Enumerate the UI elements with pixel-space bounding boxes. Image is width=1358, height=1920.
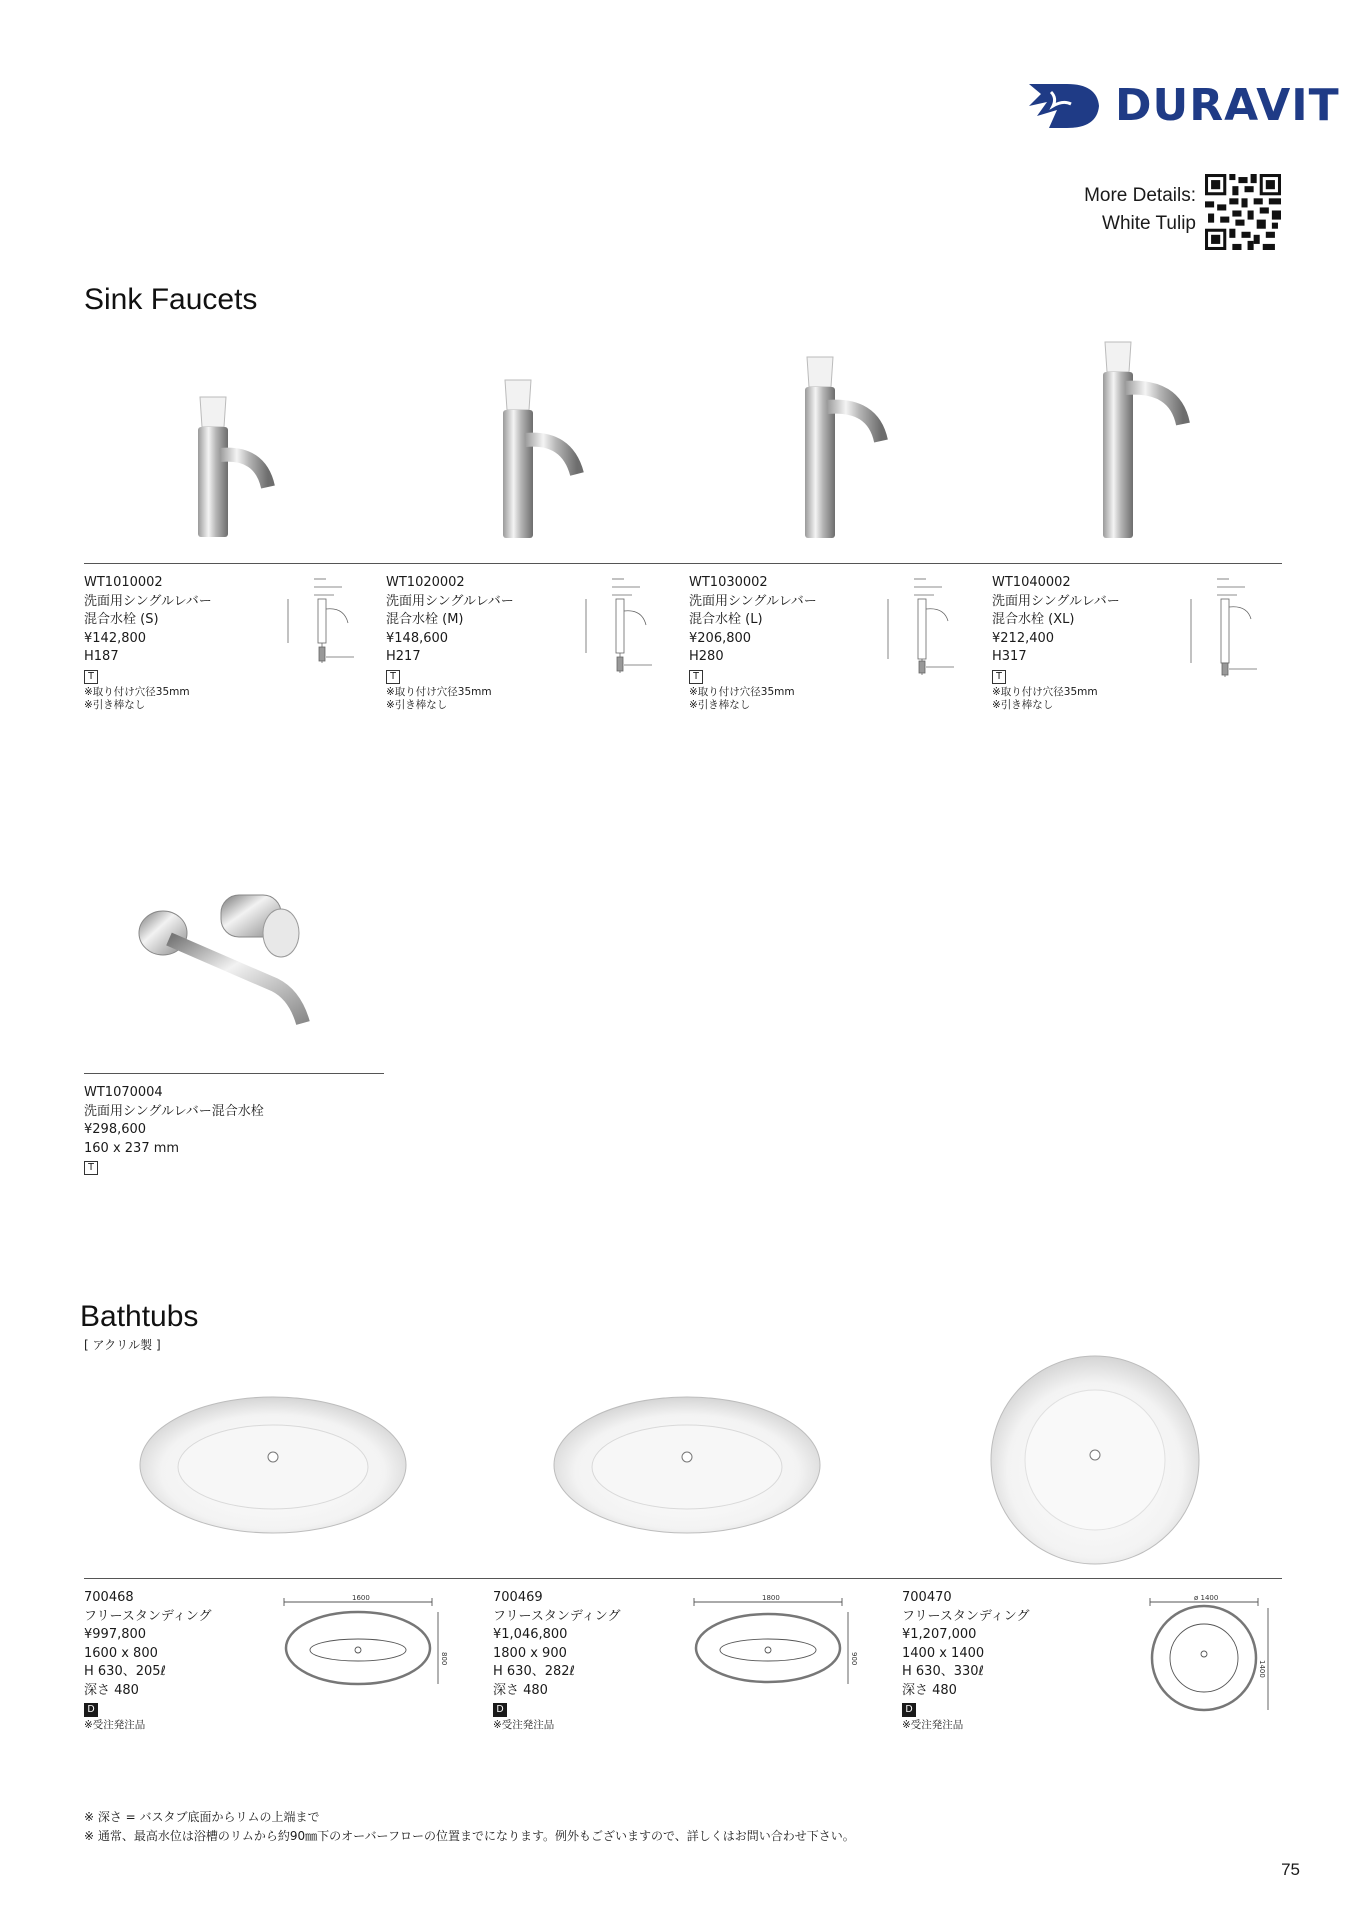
bathtub-700469-drawing bbox=[692, 1594, 858, 1694]
duravit-bird-icon bbox=[1027, 80, 1107, 132]
bathtub-700468-image bbox=[138, 1395, 408, 1535]
more-details-series: White Tulip bbox=[1102, 213, 1196, 234]
product-depth: 深さ 480 bbox=[902, 1682, 957, 1698]
product-size: H280 bbox=[689, 649, 724, 664]
faucet-xl-image bbox=[1095, 340, 1195, 540]
bathtub-700469-image bbox=[552, 1395, 822, 1535]
bathtub-700468-drawing bbox=[282, 1594, 448, 1694]
product-price: ¥148,600 bbox=[386, 630, 449, 646]
faucet-xl-drawing bbox=[1185, 575, 1275, 685]
product-price: ¥1,207,000 bbox=[902, 1627, 977, 1642]
product-note-2: ※引き棒なし bbox=[84, 698, 146, 711]
footnotes bbox=[84, 1808, 855, 1846]
product-bathtub-700469 bbox=[493, 1589, 621, 1732]
product-note: ※取り付け穴径35mm bbox=[386, 685, 492, 698]
product-depth: 深さ 480 bbox=[84, 1682, 139, 1698]
product-code: WT1040002 bbox=[992, 575, 1071, 590]
product-name-2: 混合水栓 (XL) bbox=[992, 612, 1075, 627]
product-note: ※受注発注品 bbox=[902, 1719, 964, 1731]
dim-height: 1400 bbox=[1258, 1660, 1266, 1678]
dim-width: 1800 bbox=[762, 1594, 780, 1602]
product-price: ¥997,800 bbox=[84, 1627, 147, 1642]
product-name-2: 混合水栓 (L) bbox=[689, 612, 763, 627]
product-height-volume: H 630、205ℓ bbox=[84, 1664, 166, 1679]
product-name-2: 混合水栓 (S) bbox=[84, 612, 159, 627]
product-code: 700470 bbox=[902, 1590, 952, 1605]
dim-height: 800 bbox=[440, 1652, 448, 1666]
product-faucet-xl bbox=[992, 574, 1120, 712]
more-details bbox=[1084, 182, 1196, 238]
product-height-volume: H 630、282ℓ bbox=[493, 1664, 575, 1679]
product-code: WT1070004 bbox=[84, 1085, 163, 1100]
dim-width: 1600 bbox=[352, 1594, 370, 1602]
product-bathtub-700470 bbox=[902, 1589, 1030, 1732]
divider bbox=[84, 1073, 384, 1074]
product-note-2: ※引き棒なし bbox=[689, 698, 751, 711]
bathtub-700470-drawing bbox=[1148, 1594, 1268, 1724]
footnote-water-level: ※ 通常、最高水位は浴槽のリムから約90㎜下のオーバーフローの位置までになります。例外もございますので、詳しくはお問い合わせ下さい。 bbox=[84, 1829, 855, 1843]
product-size: H317 bbox=[992, 649, 1027, 664]
product-size: H187 bbox=[84, 649, 119, 664]
footnote-depth: ※ 深さ = バスタブ底面からリムの上端まで bbox=[84, 1810, 320, 1824]
faucet-l-drawing bbox=[882, 575, 972, 685]
faucet-m-drawing bbox=[580, 575, 670, 685]
product-size: 1600 x 800 bbox=[84, 1645, 158, 1661]
category-badge: T bbox=[386, 670, 400, 684]
product-name: 洗面用シングルレバー bbox=[386, 593, 514, 609]
dim-width: ø 1400 bbox=[1194, 1594, 1219, 1602]
product-name-2: 混合水栓 (M) bbox=[386, 612, 464, 627]
page-number: 75 bbox=[1281, 1860, 1300, 1879]
product-wall-faucet bbox=[84, 1084, 264, 1177]
bathtub-700470-image bbox=[990, 1355, 1200, 1565]
product-note: ※受注発注品 bbox=[493, 1719, 555, 1731]
divider bbox=[84, 563, 1282, 564]
duravit-logo bbox=[1027, 78, 1340, 134]
product-code: WT1010002 bbox=[84, 575, 163, 590]
product-note: ※取り付け穴径35mm bbox=[992, 685, 1098, 698]
dim-height: 900 bbox=[850, 1652, 858, 1666]
product-code: WT1020002 bbox=[386, 575, 465, 590]
category-badge: D bbox=[902, 1703, 916, 1717]
product-price: ¥142,800 bbox=[84, 630, 147, 646]
product-name: 洗面用シングルレバー bbox=[84, 593, 212, 609]
product-code: WT1030002 bbox=[689, 575, 768, 590]
product-size: H217 bbox=[386, 649, 421, 664]
product-height-volume: H 630、330ℓ bbox=[902, 1664, 984, 1679]
section-title-sink-faucets: Sink Faucets bbox=[84, 283, 258, 316]
product-size: 1400 x 1400 bbox=[902, 1645, 985, 1661]
product-type: フリースタンディング bbox=[84, 1608, 212, 1624]
product-type: フリースタンディング bbox=[493, 1608, 621, 1624]
product-bathtub-700468 bbox=[84, 1589, 212, 1732]
product-type: フリースタンディング bbox=[902, 1608, 1030, 1624]
wall-faucet-image bbox=[135, 885, 325, 1035]
product-faucet-s bbox=[84, 574, 212, 712]
qr-code-icon[interactable] bbox=[1205, 174, 1281, 250]
faucet-l-image bbox=[797, 355, 892, 540]
product-size: 1800 x 900 bbox=[493, 1645, 567, 1661]
product-faucet-l bbox=[689, 574, 817, 712]
category-badge: T bbox=[84, 670, 98, 684]
product-note: ※受注発注品 bbox=[84, 1719, 146, 1731]
bathtubs-material: [ アクリル製 ] bbox=[84, 1338, 161, 1352]
product-price: ¥298,600 bbox=[84, 1122, 147, 1137]
product-note: ※取り付け穴径35mm bbox=[84, 685, 190, 698]
category-badge: T bbox=[992, 670, 1006, 684]
faucet-s-image bbox=[190, 395, 280, 540]
product-size: 160 x 237 mm bbox=[84, 1140, 180, 1156]
product-name: 洗面用シングルレバー bbox=[992, 593, 1120, 609]
product-price: ¥1,046,800 bbox=[493, 1627, 568, 1642]
product-faucet-m bbox=[386, 574, 514, 712]
faucet-m-image bbox=[495, 378, 590, 540]
product-code: 700469 bbox=[493, 1590, 543, 1605]
product-note-2: ※引き棒なし bbox=[992, 698, 1054, 711]
product-name: 洗面用シングルレバー混合水栓 bbox=[84, 1103, 264, 1119]
product-code: 700468 bbox=[84, 1590, 134, 1605]
section-title-bathtubs: Bathtubs bbox=[80, 1300, 199, 1333]
category-badge: D bbox=[84, 1703, 98, 1717]
category-badge: D bbox=[493, 1703, 507, 1717]
brand-name: DURAVIT bbox=[1115, 80, 1340, 131]
divider bbox=[84, 1578, 1282, 1579]
product-note: ※取り付け穴径35mm bbox=[689, 685, 795, 698]
product-name: 洗面用シングルレバー bbox=[689, 593, 817, 609]
category-badge: T bbox=[689, 670, 703, 684]
product-price: ¥212,400 bbox=[992, 630, 1055, 646]
product-price: ¥206,800 bbox=[689, 630, 752, 646]
product-depth: 深さ 480 bbox=[493, 1682, 548, 1698]
more-details-label: More Details: bbox=[1084, 185, 1196, 206]
category-badge: T bbox=[84, 1161, 98, 1175]
faucet-s-drawing bbox=[282, 575, 372, 675]
product-note-2: ※引き棒なし bbox=[386, 698, 448, 711]
